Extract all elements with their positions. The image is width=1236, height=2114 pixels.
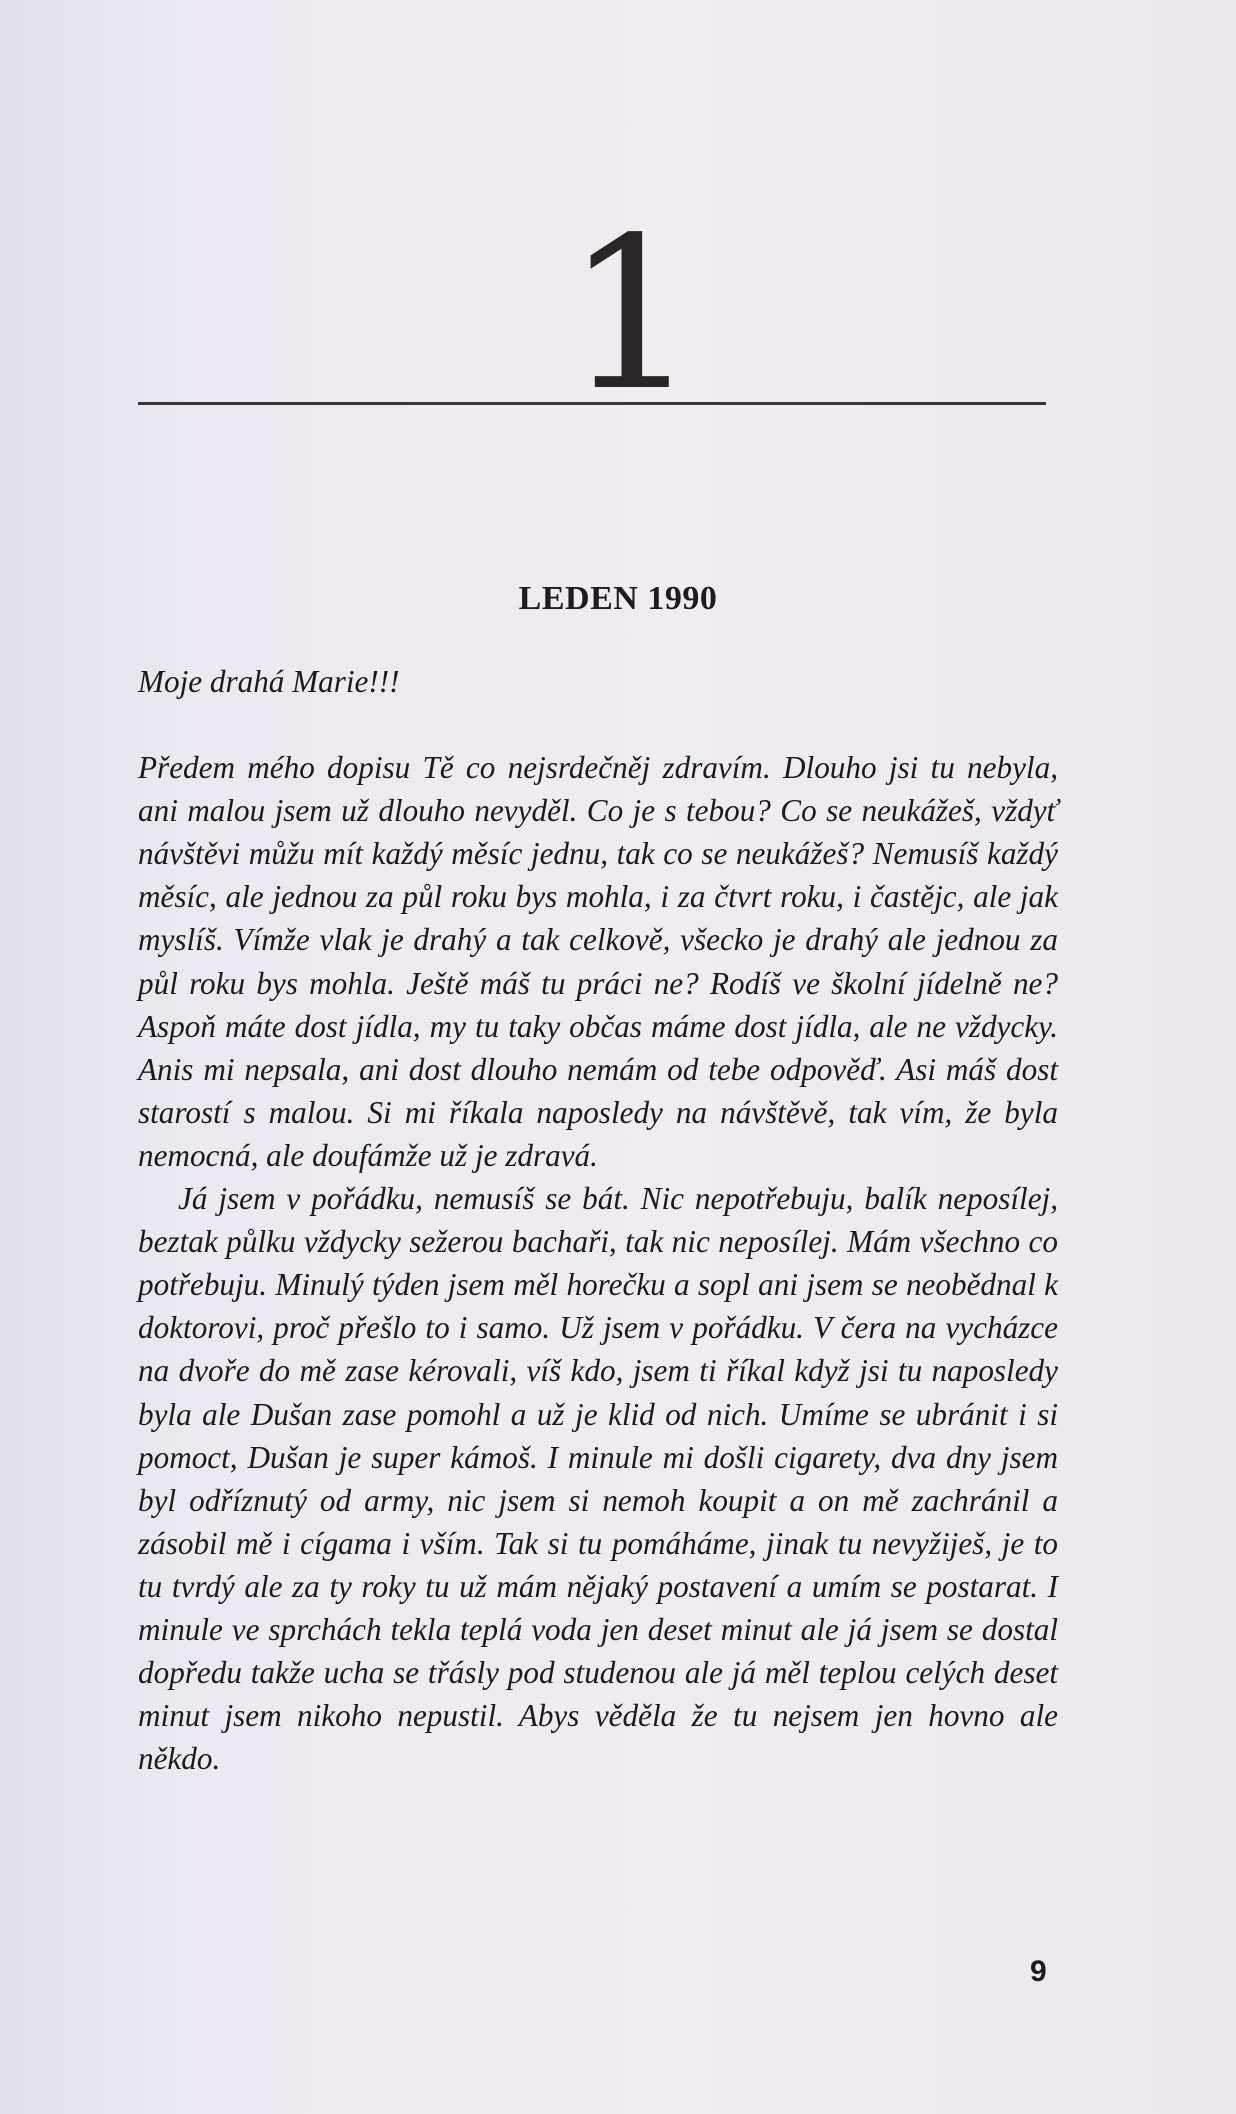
letter-paragraph-2: Já jsem v pořádku, nemusíš se bát. Nic nepotřebuju, balík neposílej, beztak půlku vždycky sežerou bachaři, tak nic neposílej. Mám všechno co potřebuju. Minulý týden jsem měl horečku a sopl ani jsem se neobědnal k doktorovi, proč přešlo to i samo. Už jsem v pořádku. V čera na vycházce na dvoře do mě zase kérovali, víš kdo, jsem ti říkal když jsi tu naposledy byla ale Dušan zase pomohl a už je klid od nich. Umíme se ubránit i si pomoct, Dušan je super kámoš. I minule mi došli cigarety, dva dny jsem byl odříznutý od army, nic jsem si nemoh koupit a on mě zachránil a zásobil mě i cígama i vším. Tak si tu pomáháme, jinak tu nevyžiješ, je to tu tvrdý ale za ty roky tu už mám nějaký postavení a umím se postarat. I minule ve sprchách tekla teplá voda jen deset minut ale já jsem se dostal dopředu takže ucha se třásly pod studenou ale já měl teplou celých deset minut jsem nikoho nepustil. Abys věděla že tu nejsem jen hovno ale někdo. <box>138 1181 1058 1777</box>
letter-greeting: Moje drahá Marie!!! <box>138 664 400 699</box>
page-number: 9 <box>1030 1955 1047 1988</box>
letter-paragraph-1: Předem mého dopisu Tě co nejsrdečněj zdravím. Dlouho jsi tu nebyla, ani malou jsem už dlouho nevyděl. Co je s tebou? Co se neukážeš, vždyť návštěvi můžu mít každý měsíc jednu, tak co se neukážeš? Nemusíš každý měsíc, ale jednou za půl roku bys mohla, i za čtvrt roku, i častějc, ale jak myslíš. Vímže vlak je drahý a tak celkově, všecko je drahý ale jednou za půl roku bys mohla. Ještě máš tu práci ne? Rodíš ve školní jídelně ne? Aspoň máte dost jídla, my tu taky občas máme dost jídla, ale ne vždycky. Anis mi nepsala, ani dost dlouho nemám od tebe odpověď. Asi máš dost starostí s malou. Si mi říkala naposledy na návštěvě, tak vím, že byla nemocná, ale doufámže už je zdravá. <box>138 750 1058 1173</box>
letter-text <box>138 660 1058 1780</box>
chapter-rule <box>138 402 1046 405</box>
chapter-number: 1 <box>565 192 699 437</box>
chapter-heading: LEDEN 1990 <box>518 580 718 617</box>
